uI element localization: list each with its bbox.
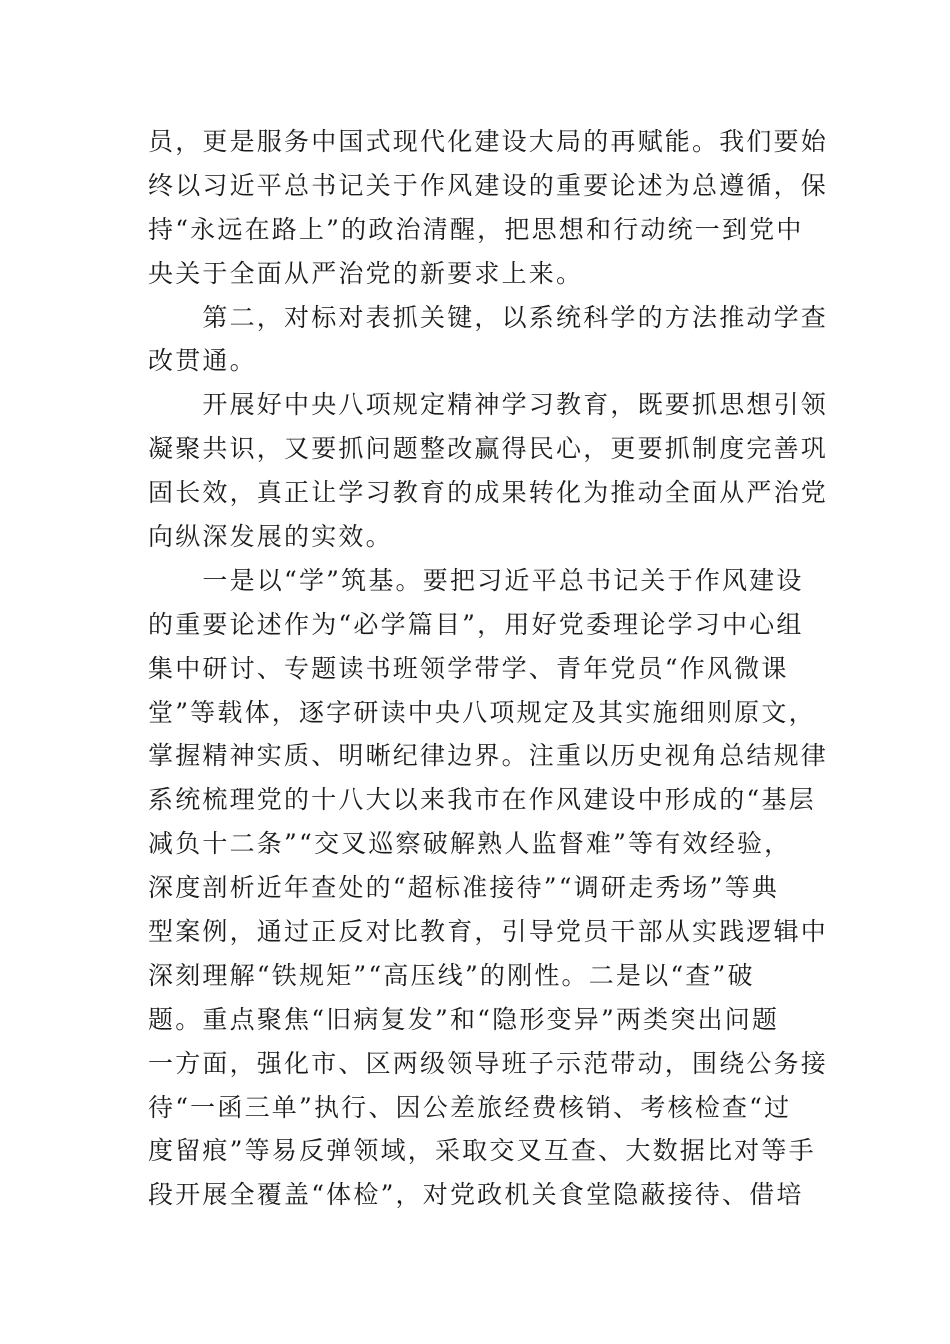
text-line: 终以习近平总书记关于作风建设的重要论述为总遵循，保 (148, 170, 829, 200)
text-line: 凝聚共识，又要抓问题整改赢得民心，更要抓制度完善巩 (148, 434, 829, 464)
text-line: 深度剖析近年查处的“超标准接待”“调研走秀场”等典 (148, 873, 780, 903)
text-line: 度留痕”等易反弹领域，采取交叉互查、大数据比对等手 (148, 1136, 816, 1166)
text-line: 待“一函三单”执行、因公差旅经费核销、考核检查“过 (148, 1092, 792, 1122)
text-line: 员，更是服务中国式现代化建设大局的再赋能。我们要始 (148, 127, 829, 156)
section-heading-line: 改贯通。 (148, 346, 257, 376)
text-line: 开展好中央八项规定精神学习教育，既要抓思想引领 (148, 390, 829, 420)
text-line: 型案例，通过正反对比教育，引导党员干部从实践逻辑中 (148, 917, 829, 947)
section-heading-line: 第二，对标对表抓关键，以系统科学的方法推动学查 (148, 302, 829, 332)
text-line: 减负十二条”“交叉巡察破解熟人监督难”等有效经验， (148, 829, 792, 859)
text-line: 深刻理解“铁规矩”“高压线”的刚性。二是以“查”破 (148, 960, 755, 990)
text-line: 掌握精神实质、明晰纪律边界。注重以历史视角总结规律 (148, 741, 829, 771)
text-line: 系统梳理党的十八大以来我市在作风建设中形成的“基层 (148, 785, 816, 815)
text-line: 段开展全覆盖“体检”，对党政机关食堂隐蔽接待、借培 (148, 1180, 804, 1210)
text-line: 持“永远在路上”的政治清醒，把思想和行动统一到党中 (148, 214, 804, 244)
text-line: 题。重点聚焦“旧病复发”和“隐形变异”两类突出问题 (148, 1004, 780, 1034)
text-line: 堂”等载体，逐字研读中央八项规定及其实施细则原文， (148, 697, 816, 727)
document-body (148, 120, 829, 1217)
text-line: 央关于全面从严治党的新要求上来。 (148, 258, 584, 288)
text-line: 集中研讨、专题读书班领学带学、青年党员“作风微课 (148, 653, 789, 683)
text-line: 固长效，真正让学习教育的成果转化为推动全面从严治党 (148, 478, 829, 508)
text-line: 向纵深发展的实效。 (148, 522, 393, 552)
text-line: 一方面，强化市、区两级领导班子示范带动，围绕公务接 (148, 1048, 829, 1078)
text-line: 的重要论述作为“必学篇目”，用好党委理论学习中心组 (148, 609, 804, 639)
text-line: 一是以“学”筑基。要把习近平总书记关于作风建设 (148, 565, 804, 595)
